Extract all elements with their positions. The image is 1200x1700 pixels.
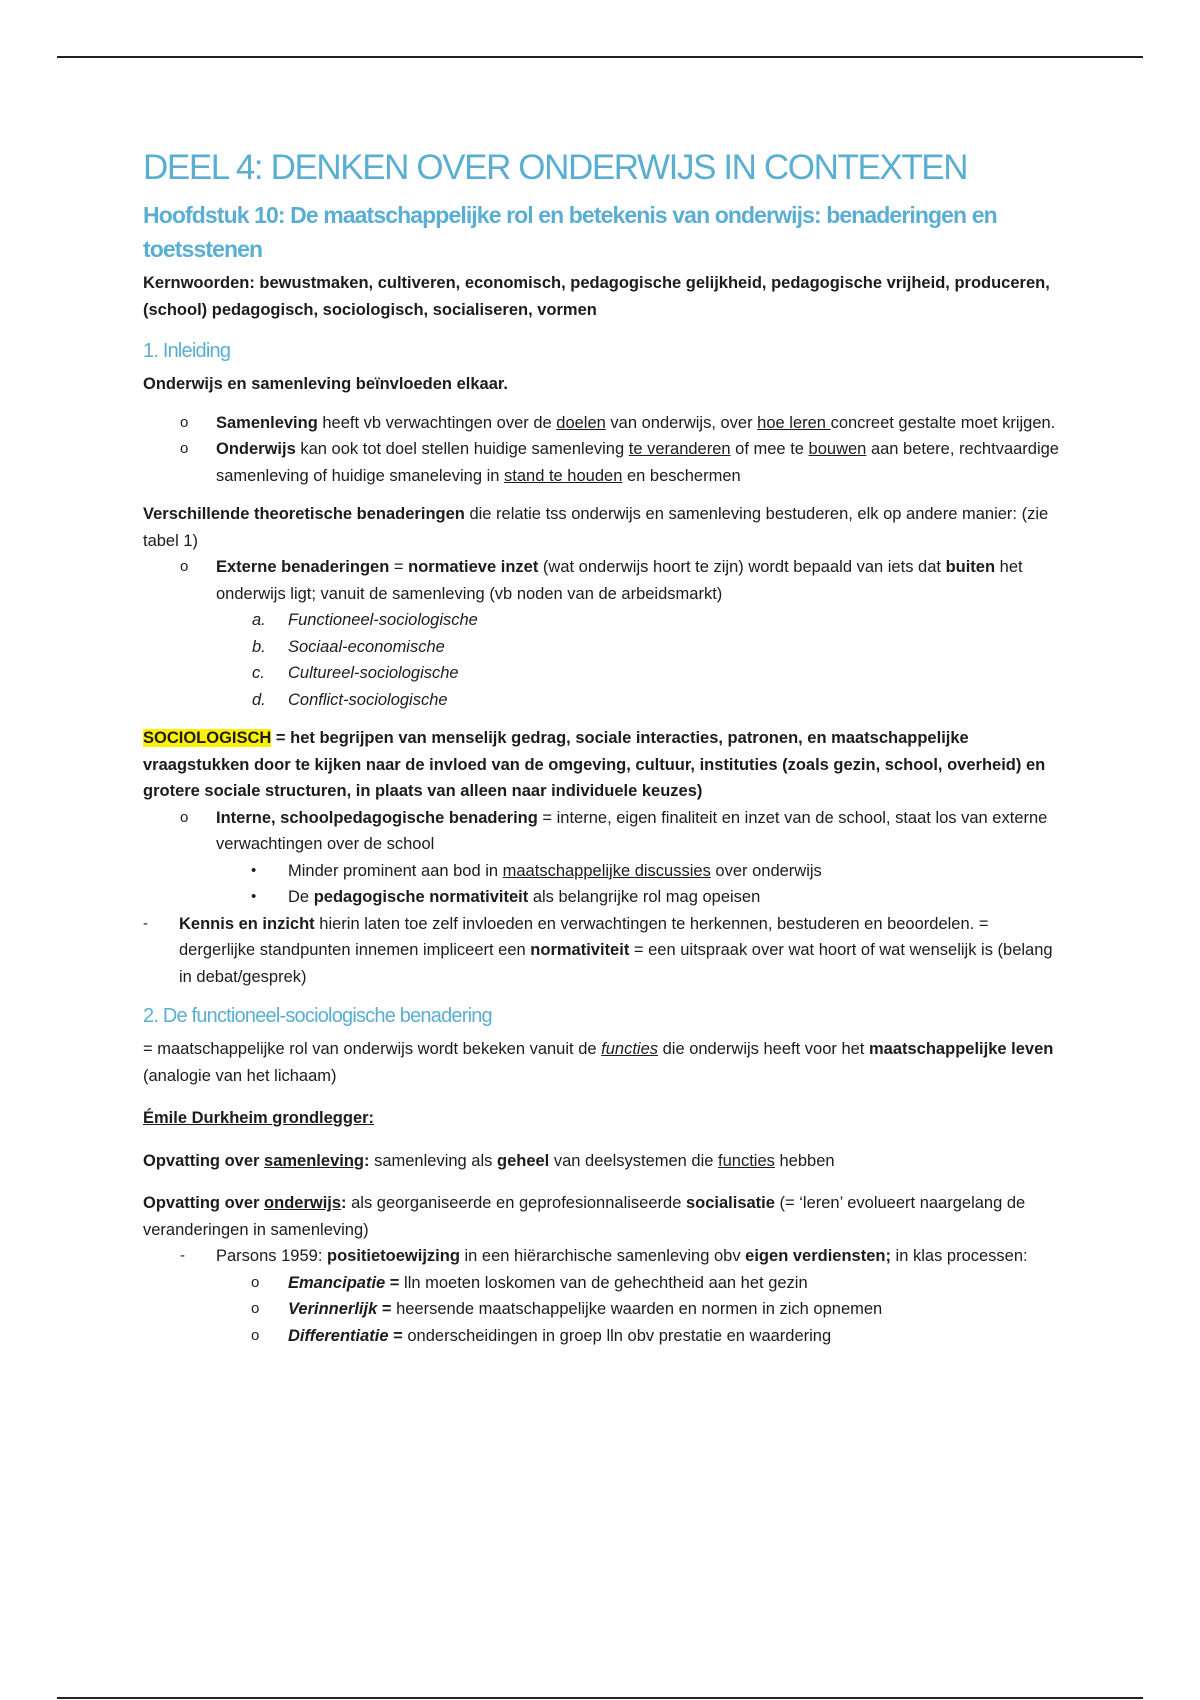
bullet-icon: • (251, 861, 257, 879)
list-item: • Minder prominent aan bod in maatschappelijke discussies over onderwijs (143, 858, 1063, 885)
list-item: o Externe benaderingen = normatieve inzet (wat onderwijs hoort te zijn) wordt bepaald van iets dat buiten het onderwijs ligt; vanuit de samenleving (vb noden van de arbeidsmarkt) (143, 554, 1063, 607)
circle-bullet-icon: o (251, 1300, 260, 1317)
list-item: o Verinnerlijk = heersende maatschappelijke waarden en normen in zich opnemen (143, 1296, 1063, 1323)
circle-bullet-icon: o (180, 413, 189, 431)
bullet-icon: • (251, 888, 257, 905)
external-approaches-list (143, 607, 1063, 713)
kennis-list (143, 911, 1063, 991)
list-item: - Parsons 1959: positietoewijzing in een hiërarchische samenleving obv eigen verdiensten; in klas processen: (143, 1243, 1063, 1270)
keywords: Kernwoorden: bewustmaken, cultiveren, economisch, pedagogische gelijkheid, pedagogische vrijheid, produceren, (school) pedagogisch, sociologisch, socialiseren, vormen (143, 274, 1050, 319)
section-1-heading: 1. Inleiding (143, 340, 231, 362)
list-item: o Emancipatie = lln moeten loskomen van de gehechtheid aan het gezin (143, 1270, 1063, 1297)
durkheim-heading: Émile Durkheim grondlegger: (143, 1109, 375, 1127)
list-item: o Interne, schoolpedagogische benadering = interne, eigen finaliteit en inzet van de school, staat los van externe verwachtingen over de school (143, 805, 1063, 858)
circle-bullet-icon: o (180, 808, 189, 826)
list-item: • De pedagogische normativiteit als belangrijke rol mag opeisen (143, 884, 1063, 911)
sociologisch-definition: SOCIOLOGISCH = het begrijpen van menselijk gedrag, sociale interacties, patronen, en maatschappelijke vraagstukken door te kijken naar de invloed van de omgeving, cultuur, instituties (zoals gezin, school, overheid) en grotere sociale structuren, in plaats van alleen naar individuele keuzes) (143, 729, 1046, 800)
parsons-list (143, 1243, 1063, 1270)
section-2-heading: 2. De functioneel-sociologische benadering (143, 1005, 492, 1027)
list-item: o Onderwijs kan ook tot doel stellen huidige samenleving te veranderen of mee te bouwen aan betere, rechtvaardige samenleving of huidige smaneleving in stand te houden en beschermen (143, 436, 1063, 489)
list-item: d. Conflict-sociologische (252, 690, 448, 709)
list-item: o Differentiatie = onderscheidingen in groep lln obv prestatie en waardering (143, 1323, 1063, 1350)
list-item: c. Cultureel-sociologische (252, 664, 459, 682)
list-item: b. Sociaal-economische (252, 637, 445, 656)
part-title: DEEL 4: DENKEN OVER ONDERWIJS IN CONTEXTEN (143, 148, 968, 187)
list-item: o Samenleving heeft vb verwachtingen over de doelen van onderwijs, over hoe leren concreet gestalte moet krijgen. (143, 410, 1063, 437)
circle-bullet-icon: o (180, 558, 189, 575)
intro-lead: Onderwijs en samenleving beïnvloeden elkaar. (143, 375, 508, 393)
chapter-title: Hoofdstuk 10: De maatschappelijke rol en betekenis van onderwijs: benaderingen en toetsstenen (143, 202, 997, 262)
top-rule (57, 56, 1143, 58)
document-page (143, 146, 1063, 1349)
circle-bullet-icon: o (251, 1273, 260, 1291)
internal-sublist (143, 858, 1063, 911)
intro-list (143, 410, 1063, 490)
internal-list (143, 805, 1063, 858)
view-society: Opvatting over samenleving: samenleving als geheel van deelsystemen die functies hebben (143, 1151, 835, 1170)
list-item: - Kennis en inzicht hierin laten toe zelf invloeden en verwachtingen te herkennen, bestuderen en beoordelen. = dergerlijke standpunten innemen impliceert een normativiteit = een uitspraak over wat hoort of wat wenselijk is (belang in debat/gesprek) (143, 911, 1063, 991)
highlighted-term: SOCIOLOGISCH (143, 729, 272, 747)
dash-bullet-icon: - (143, 914, 148, 932)
functional-definition: = maatschappelijke rol van onderwijs wordt bekeken vanuit de functies die onderwijs heeft voor het maatschappelijke leven (analogie van het lichaam) (143, 1040, 1054, 1085)
external-list (143, 554, 1063, 607)
list-item: a. Functioneel-sociologische (252, 611, 478, 629)
dash-bullet-icon: - (180, 1247, 185, 1264)
parsons-processes-list (143, 1270, 1063, 1350)
circle-bullet-icon: o (251, 1326, 260, 1344)
view-education: Opvatting over onderwijs: als georganiseerde en geprofesionnaliseerde socialisatie (= ‘leren’ evolueert naargelang de veranderingen in samenleving) (143, 1194, 1026, 1239)
bottom-rule (57, 1697, 1143, 1699)
theories-paragraph: Verschillende theoretische benaderingen die relatie tss onderwijs en samenleving bestuderen, elk op andere manier: (zie tabel 1) (143, 505, 1049, 550)
circle-bullet-icon: o (180, 440, 189, 457)
